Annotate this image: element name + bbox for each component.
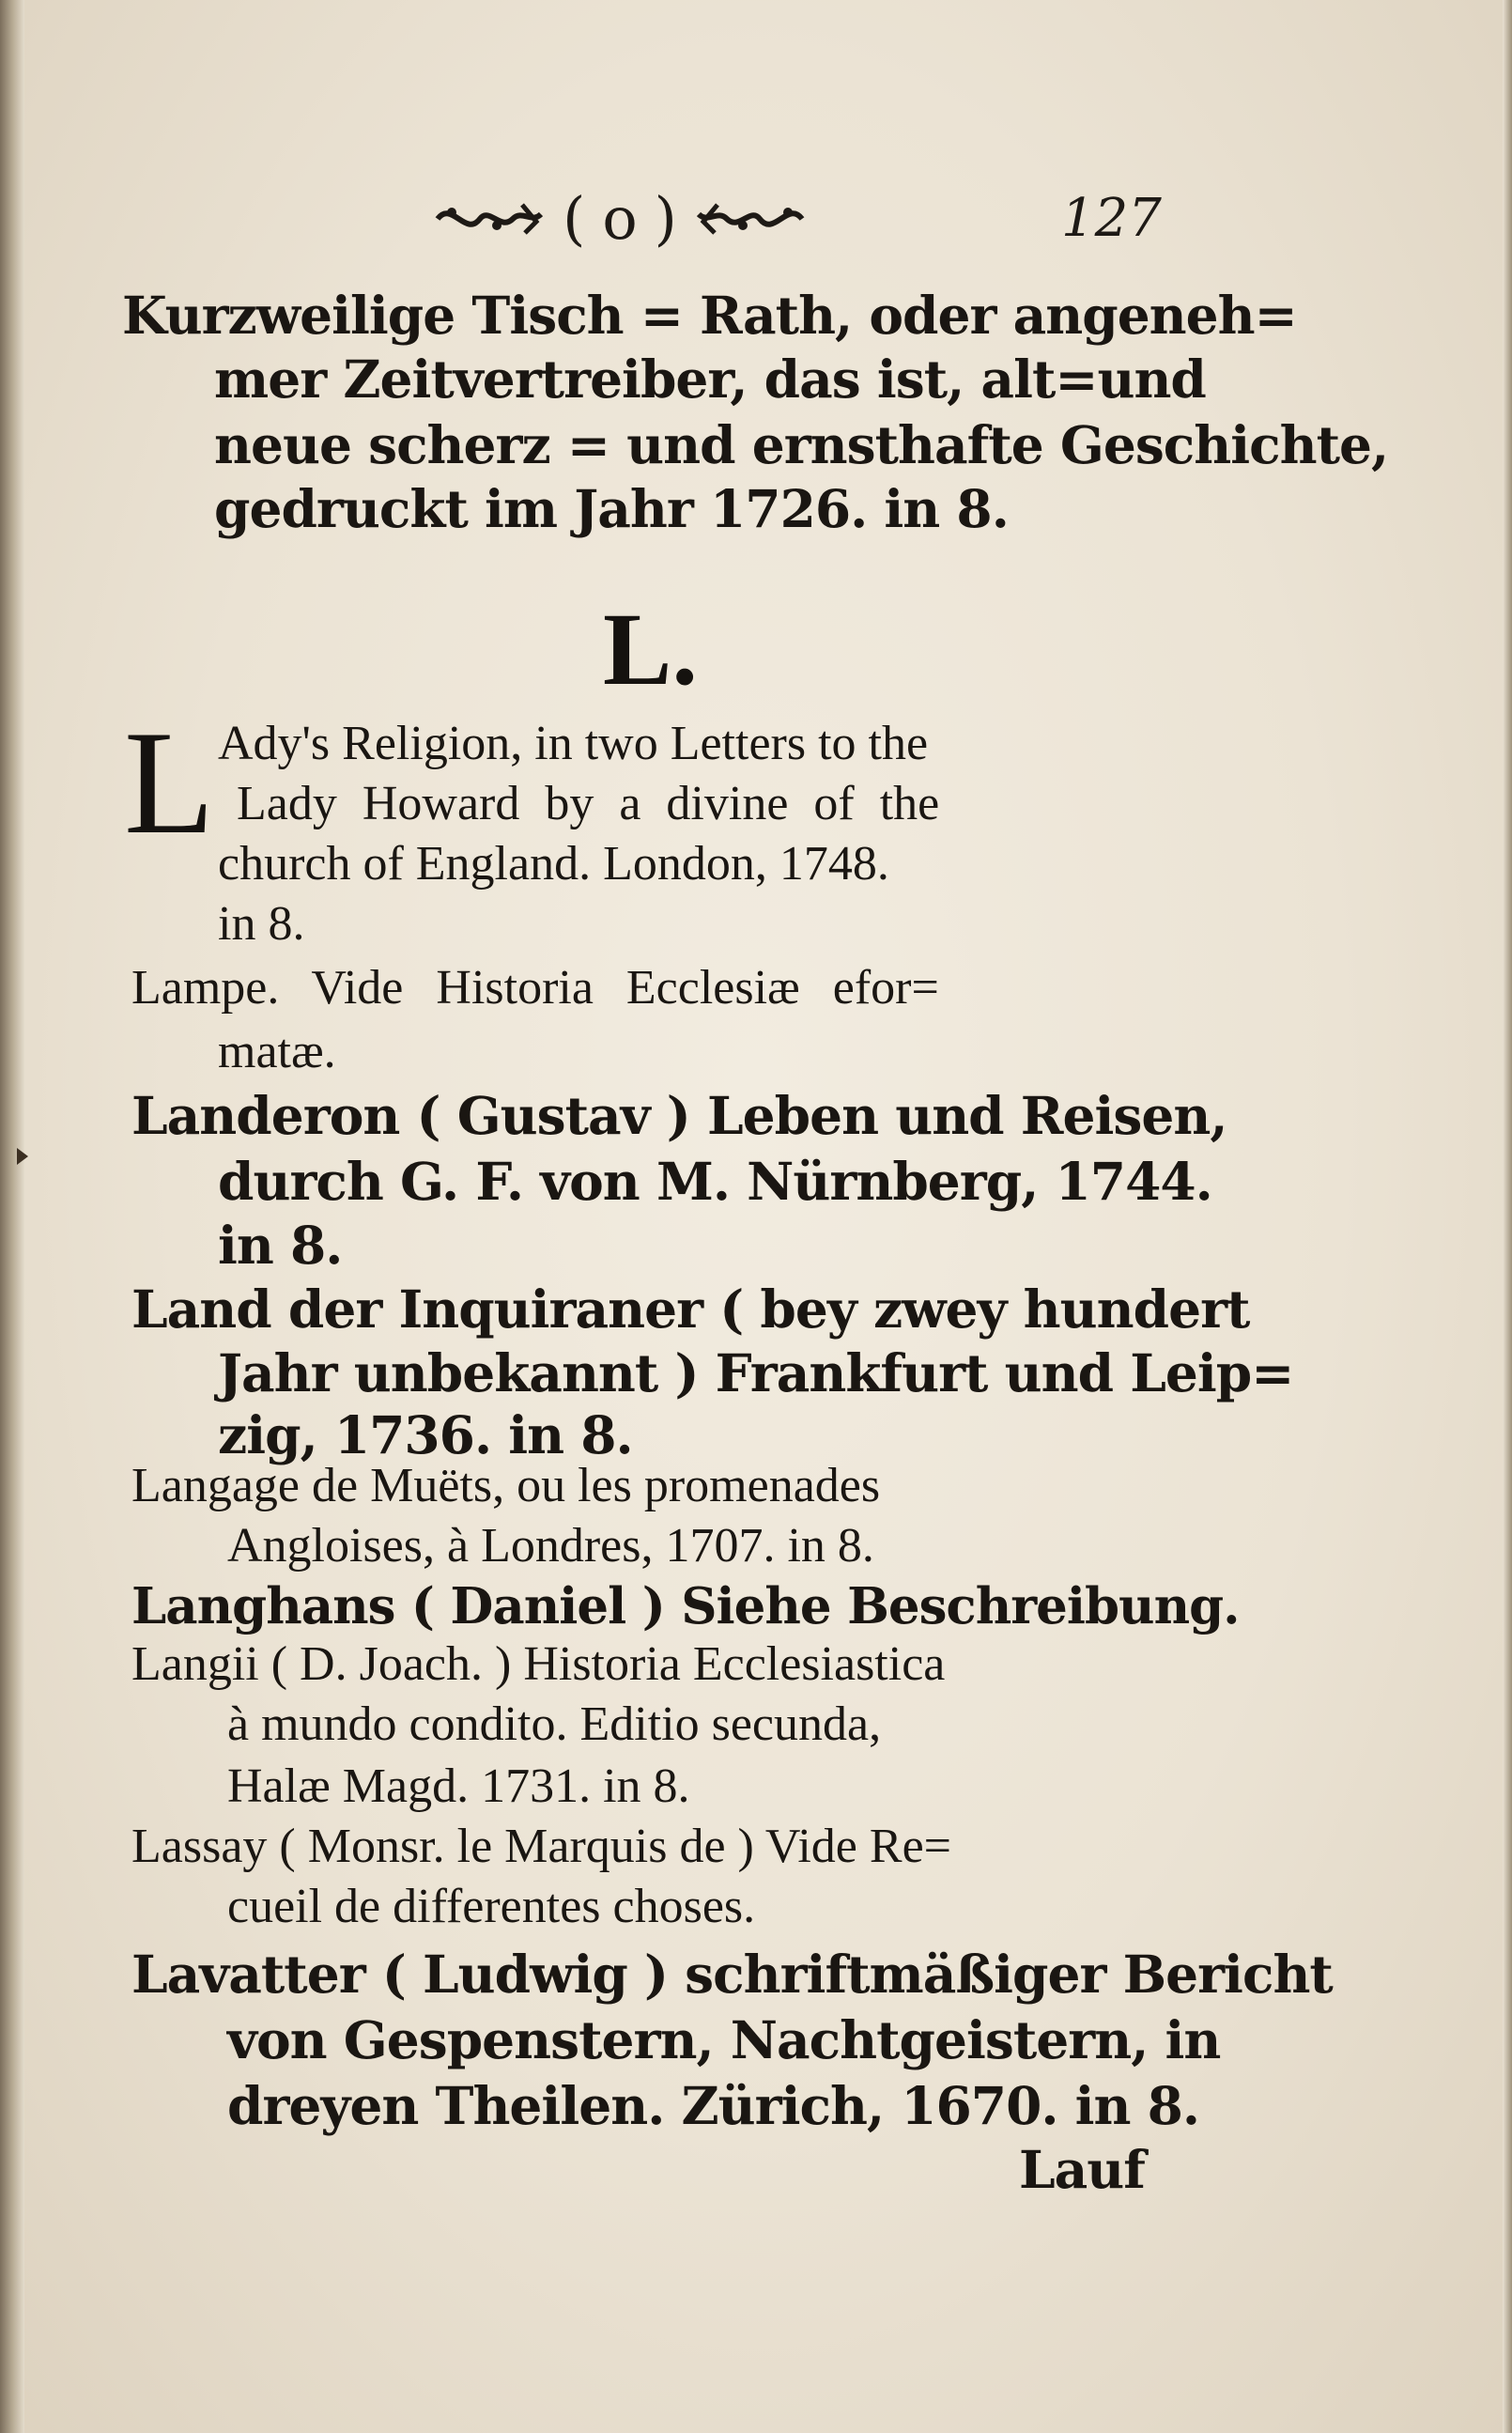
- entry-line: mer Zeitvertreiber, das ist, alt=und: [214, 349, 1206, 410]
- header-right-paren: ): [654, 184, 677, 253]
- entry-line: matæ.: [218, 1025, 336, 1078]
- entry-line: neue scherz = und ernsthafte Geschichte,: [214, 414, 1389, 475]
- entry-line: Land der Inquiraner ( bey zwey hundert: [131, 1278, 1250, 1340]
- entry-line: zig, 1736. in 8.: [218, 1404, 633, 1465]
- page-number: 127: [1061, 188, 1162, 249]
- entry-line: durch G. F. von M. Nürnberg, 1744.: [218, 1151, 1212, 1212]
- catchword: Lauf: [1019, 2139, 1145, 2200]
- entry-line: Kurzweilige Tisch = Rath, oder angeneh=: [122, 285, 1297, 346]
- entry-line: Landeron ( Gustav ) Leben und Reisen,: [131, 1085, 1227, 1146]
- header-left-paren: (: [563, 184, 586, 253]
- entry-line: Langhans ( Daniel ) Siehe Beschreibung.: [131, 1577, 1240, 1635]
- entry-line: Lassay ( Monsr. le Marquis de ) Vide Re=: [131, 1820, 951, 1873]
- entry-line: dreyen Theilen. Zürich, 1670. in 8.: [227, 2075, 1200, 2136]
- entry-line: Angloises, à Londres, 1707. in 8.: [227, 1519, 874, 1573]
- entry-line: Langage de Muëts, ou les promenades: [131, 1459, 881, 1512]
- entry-line: cueil de differentes choses.: [227, 1880, 756, 1933]
- entry-line: von Gespenstern, Nachtgeistern, in: [227, 2009, 1221, 2070]
- entry-line: Jahr unbekannt ) Frankfurt und Leip=: [218, 1342, 1294, 1403]
- entry-line: Lady Howard by a divine of the: [237, 777, 940, 830]
- entry-line: à mundo condito. Editio secunda,: [227, 1697, 882, 1751]
- entry-line: church of England. London, 1748.: [218, 837, 889, 891]
- entry-line: Lavatter ( Ludwig ) schriftmäßiger Bericht: [131, 1944, 1333, 2005]
- entry-line: in 8.: [218, 897, 305, 951]
- entry-line: in 8.: [218, 1215, 343, 1276]
- entry-line: Ady's Religion, in two Letters to the: [218, 717, 929, 770]
- entry-line: Lampe. Vide Historia Ecclesiæ efor=: [131, 961, 939, 1015]
- entry-line: gedruckt im Jahr 1726. in 8.: [214, 478, 1009, 539]
- entry-line: Langii ( D. Joach. ) Historia Ecclesiastica: [131, 1637, 946, 1691]
- header-center-glyph: o: [602, 184, 638, 253]
- drop-cap: L: [124, 701, 215, 865]
- entry-line: Halæ Magd. 1731. in 8.: [227, 1759, 690, 1813]
- section-letter: L.: [603, 592, 698, 706]
